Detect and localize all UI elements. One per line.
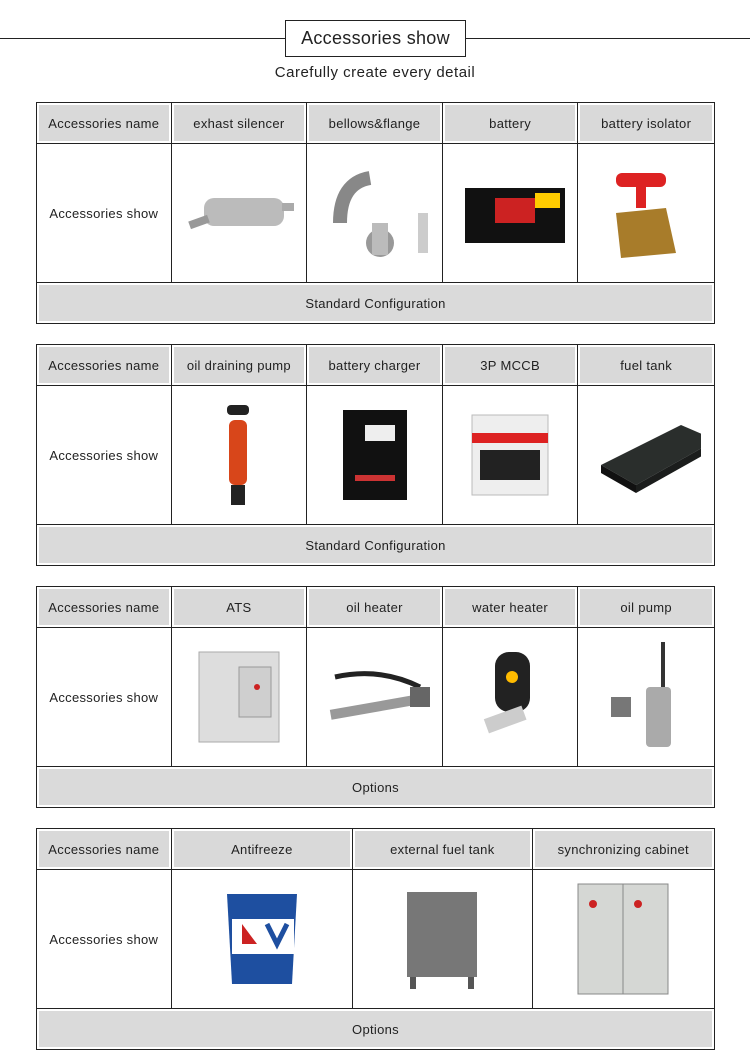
- row-label: Accessories show: [49, 205, 159, 221]
- battery-image: [455, 163, 565, 263]
- footer-row: [37, 1009, 714, 1049]
- accessory-image-cell: [443, 144, 579, 282]
- accessory-image-cell: [172, 144, 308, 282]
- accessory-name: oil draining pump: [186, 357, 291, 373]
- accessory-name: bellows&flange: [328, 115, 421, 131]
- accessory-image-cell: [353, 870, 532, 1008]
- name-row: [37, 587, 714, 628]
- accessory-name: oil heater: [346, 599, 403, 615]
- accessory-name-cell: [307, 587, 443, 627]
- image-row: [37, 144, 714, 283]
- accessory-name-cell: [578, 345, 714, 385]
- accessory-name-cell: [172, 829, 353, 869]
- footer-row: [37, 525, 714, 565]
- name-row: [37, 829, 714, 870]
- row-label-cell: [37, 144, 172, 282]
- mccb-image: [455, 405, 565, 505]
- accessory-image-cell: [172, 628, 308, 766]
- ats-image: [184, 647, 294, 747]
- accessories-table: [36, 344, 715, 566]
- accessory-name-cell: [172, 345, 308, 385]
- image-row: [37, 386, 714, 525]
- accessory-image-cell: [172, 386, 308, 524]
- accessory-image-cell: [578, 144, 714, 282]
- row-label-cell: [37, 345, 172, 385]
- water-heater-image: [455, 647, 565, 747]
- battery-isolator-image: [591, 163, 701, 263]
- accessory-name: battery: [489, 115, 532, 131]
- footer-row: [37, 283, 714, 323]
- accessory-name: 3P MCCB: [480, 357, 540, 373]
- configuration-label: Options: [39, 769, 712, 805]
- accessory-name-cell: [443, 587, 579, 627]
- accessories-table: [36, 828, 715, 1050]
- accessory-name: Antifreeze: [231, 841, 293, 857]
- configuration-label: Standard Configuration: [39, 285, 712, 321]
- accessory-image-cell: [533, 870, 714, 1008]
- accessory-name-cell: [533, 829, 714, 869]
- accessory-name-cell: [172, 103, 308, 143]
- row-label-cell: [37, 103, 172, 143]
- accessory-image-cell: [443, 386, 579, 524]
- footer-row: [37, 767, 714, 807]
- row-label: Accessories show: [49, 447, 159, 463]
- accessory-image-cell: [578, 386, 714, 524]
- accessory-image-cell: [172, 870, 353, 1008]
- row-label-cell: [37, 829, 172, 869]
- accessory-name: external fuel tank: [390, 841, 495, 857]
- accessory-name: battery isolator: [601, 115, 692, 131]
- accessory-image-cell: [443, 628, 579, 766]
- external-fuel-tank-image: [387, 889, 497, 989]
- accessory-name: fuel tank: [620, 357, 673, 373]
- oil-draining-pump-image: [184, 405, 294, 505]
- accessory-name-cell: [578, 103, 714, 143]
- page-subtitle: Carefully create every detail: [274, 64, 476, 81]
- battery-charger-image: [320, 405, 430, 505]
- row-label-cell: [37, 386, 172, 524]
- accessory-name-cell: [172, 587, 308, 627]
- oil-heater-image: [320, 647, 430, 747]
- row-label-cell: [37, 587, 172, 627]
- accessory-name-cell: [443, 345, 579, 385]
- row-label: Accessories show: [49, 689, 159, 705]
- accessory-name-cell: [353, 829, 532, 869]
- fuel-tank-image: [591, 405, 701, 505]
- image-row: [37, 628, 714, 767]
- row-label: Accessories name: [48, 841, 160, 857]
- accessories-table: [36, 102, 715, 324]
- accessory-name: battery charger: [328, 357, 421, 373]
- accessory-name: synchronizing cabinet: [557, 841, 689, 857]
- antifreeze-bucket-image: [207, 889, 317, 989]
- row-label: Accessories name: [48, 599, 160, 615]
- silencer-image: [184, 163, 294, 263]
- accessory-image-cell: [307, 144, 443, 282]
- row-label-cell: [37, 628, 172, 766]
- accessory-name-cell: [307, 103, 443, 143]
- accessory-name-cell: [443, 103, 579, 143]
- synchronizing-cabinet-image: [568, 889, 678, 989]
- accessory-name-cell: [307, 345, 443, 385]
- accessory-name: water heater: [472, 599, 549, 615]
- row-label-cell: [37, 870, 172, 1008]
- accessories-table: [36, 586, 715, 808]
- oil-pump-image: [591, 647, 701, 747]
- page-title: Accessories show: [285, 20, 466, 57]
- accessory-name-cell: [578, 587, 714, 627]
- configuration-label: Standard Configuration: [39, 527, 712, 563]
- accessory-name: oil pump: [620, 599, 672, 615]
- name-row: [37, 103, 714, 144]
- name-row: [37, 345, 714, 386]
- accessory-image-cell: [578, 628, 714, 766]
- accessory-image-cell: [307, 386, 443, 524]
- row-label: Accessories show: [49, 931, 159, 947]
- accessory-name: ATS: [226, 599, 252, 615]
- row-label: Accessories name: [48, 115, 160, 131]
- bellows-flange-image: [320, 163, 430, 263]
- accessory-image-cell: [307, 628, 443, 766]
- row-label: Accessories name: [48, 357, 160, 373]
- configuration-label: Options: [39, 1011, 712, 1047]
- image-row: [37, 870, 714, 1009]
- accessory-name: exhast silencer: [193, 115, 285, 131]
